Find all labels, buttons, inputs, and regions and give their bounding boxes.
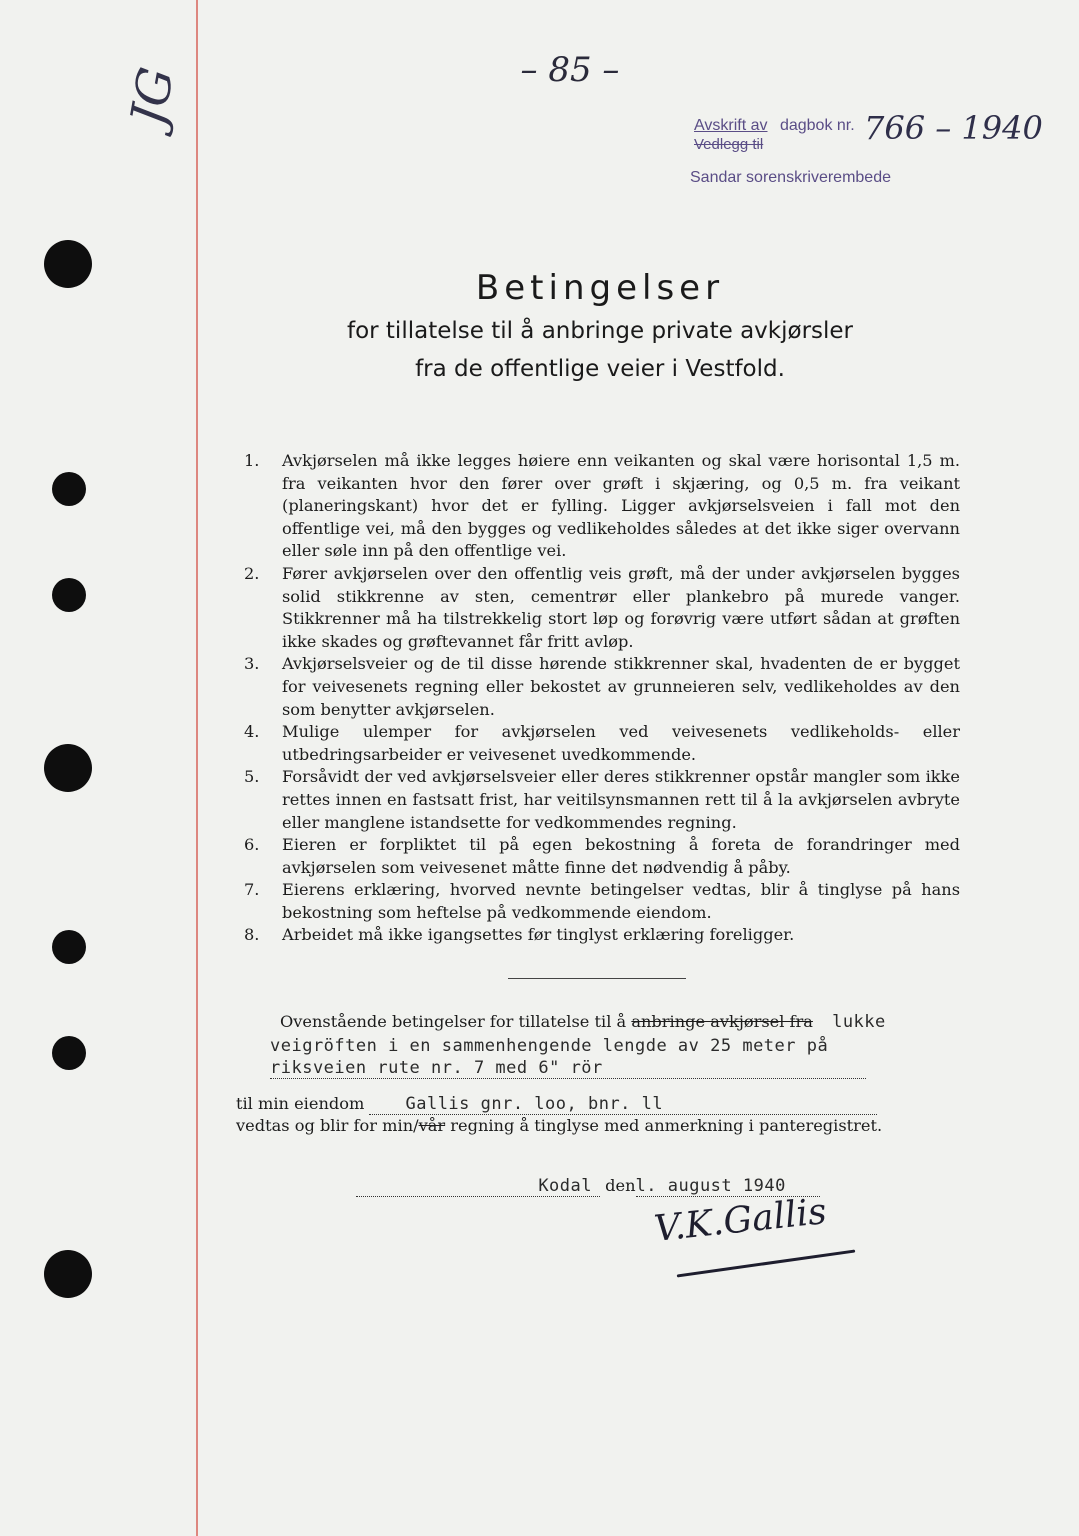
section-divider [508,978,686,979]
place-date-line [356,1176,836,1197]
conditions-list [244,450,960,947]
condition-item: 3. Avkjørselsveier og de til disse hørende stikkrenner skal, hvadenten de er bygget for veivesenets regning eller bekostet av grunneieren selv, vedlikeholdes av den som benytter avkjørselen. [244,654,960,719]
signature-flourish [677,1249,856,1277]
stamp-dagbok: dagbok nr. [779,117,855,134]
punch-hole [52,578,86,612]
struck-text: anbringe avkjørsel fra [631,1012,813,1031]
stamp-office: Sandar sorenskriverembede [690,169,891,186]
date: l. august 1940 [636,1176,820,1197]
punch-hole [52,472,86,506]
declaration-line-3: riksveien rute nr. 7 med 6" rör [270,1058,866,1079]
margin-line [196,0,198,1536]
document-title: Betingelser [475,268,725,308]
stamp-vedlegg: Vedlegg til [694,136,764,153]
stamp-avskrift: Avskrift av [694,117,768,134]
punch-hole [52,930,86,964]
property-line: til min eiendom Gallis gnr. loo, bnr. ll [236,1094,877,1115]
stamp-journal-number: 766 – 1940 [864,109,1043,147]
condition-item: 4. Mulige ulemper for avkjørselen ved veivesenets vedlikeholds- eller utbedringsarbeider er veivesenet uvedkommende. [244,722,960,764]
den-label: den [605,1176,636,1195]
punch-hole [44,1250,92,1298]
document-subtitle-1: for tillatelse til å anbringe private avkjørsler [346,318,854,344]
place: Kodal [356,1176,600,1197]
typed-text: lukke [832,1012,886,1032]
handwritten-initials: JG [120,63,186,130]
punch-hole [44,240,92,288]
condition-item: 5. Forsåvidt der ved avkjørselsveier eller deres stikkrenner opstår mangler som ikke rettes innen en fastsatt frist, har veitilsynsmannen rett til å la avkjørselen avbryte eller manglene istandsette for vedkommendes regning. [244,767,960,832]
condition-item: 8. Arbeidet må ikke igangsettes før tinglyst erklæring foreligger. [244,925,795,945]
stamp-line-1 [694,117,855,135]
document-subtitle-2: fra de offentlige veier i Vestfold. [415,356,785,382]
property-value: Gallis gnr. loo, bnr. ll [369,1094,877,1115]
declaration-line-2: veigröften i en sammenhengende lengde av 25 meter på [270,1036,829,1056]
condition-item: 6. Eieren er forpliktet til på egen bekostning å foreta de forandringer med avkjørselen som veivesenet måtte finne det nødvendig å påby. [244,835,960,877]
punch-hole [52,1036,86,1070]
closing-line: vedtas og blir for min/vår regning å tinglyse med anmerkning i panteregistret. [236,1116,883,1135]
punch-hole [44,744,92,792]
declaration-line-1: Ovenstående betingelser for tillatelse til å anbringe avkjørsel fra lukke [280,1012,886,1032]
condition-item: 7. Eierens erklæring, hvorved nevnte betingelser vedtas, blir å tinglyse på hans bekostning som heftelse på vedkommende eiendom. [244,880,960,922]
condition-item: 2. Fører avkjørselen over den offentlig veis grøft, må der under avkjørselen bygges solid stikkrenne av sten, cementrør eller plankebro på murede vanger. Stikkrenner må ha tilstrekkelig stort løp og forøvrig være utført sådan at grøften ikke skades og grøftevannet får fritt avløp. [244,563,960,651]
condition-item: 1. Avkjørselen må ikke legges høiere enn veikanten og skal være horisontal 1,5 m. fra veikanten hvor den fører over grøft i skjæring, og 0,5 m. fra veikant (planeringskant) hvor det er fylling. Ligger avkjørselsveien i fall mot den offentlige vei, må den bygges og vedlikeholdes således at det ikke siger overvann eller søle inn på den offentlige vei. [244,451,960,561]
page-number: – 85 – [520,50,620,90]
handwritten-signature: V.K.Gallis [652,1191,829,1250]
